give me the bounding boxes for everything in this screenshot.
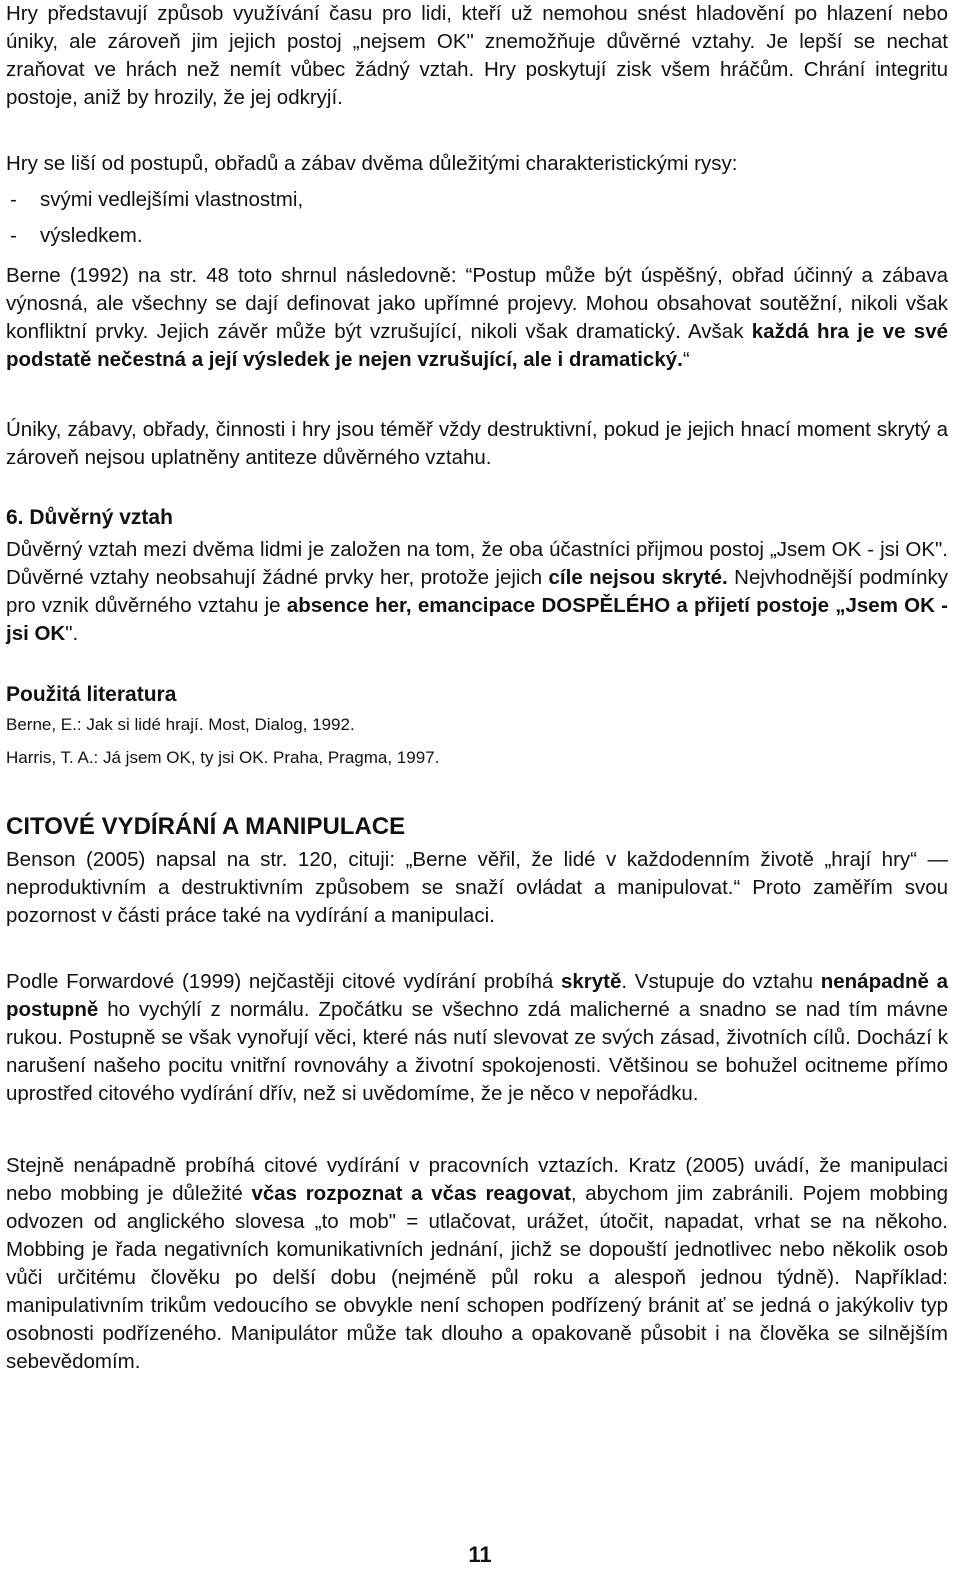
paragraph-games-intro <box>6 0 948 112</box>
list-dash: - <box>10 224 17 247</box>
list-item <box>6 222 948 250</box>
emphasis-text: cíle nejsou skryté. <box>548 566 728 589</box>
paragraph-text: Důvěrný vztah mezi dvěma lidmi je založen na tom, že oba účastníci přijmou postoj „Jsem OK - jsi OK". Důvěrné vztahy neobsahují žádné prvky her, protože jejich <box>6 538 948 589</box>
emphasis-text: včas rozpoznat a včas reagovat <box>251 1182 571 1205</box>
paragraph-text: . Vstupuje do vztahu <box>621 970 821 993</box>
paragraph-text: Berne (1992) na str. 48 toto shrnul následovně: “Postup může být úspěšný, obřad účinný a zábava výnosná, ale všechny se dají definovat jako upřímné projevy. Mohou obsahovat soutěžní, nikoli však konfliktní prvky. Jejich závěr může být vzrušující, nikoli však dramatický. Avšak <box>6 264 948 343</box>
paragraph-text: Hry se liší od postupů, obřadů a zábav dvěma důležitými charakteristickými rysy: <box>6 152 738 175</box>
emphasis-text: absence her, emancipace DOSPĚLÉHO a přijetí postoje „Jsem OK - jsi OK <box>6 594 948 645</box>
reference-item: Berne, E.: Jak si lidé hrají. Most, Dialog, 1992. <box>6 715 355 734</box>
paragraph-text: Stejně nenápadně probíhá citové vydírání v pracovních vztazích. Kratz (2005) uvádí, že manipulaci nebo mobbing je důležité <box>6 1154 948 1205</box>
feature-list <box>6 186 948 250</box>
paragraph-destructive <box>6 416 948 472</box>
paragraph-text: Benson (2005) napsal na str. 120, cituji: „Berne věřil, že lidé v každodenním životě „hrají hry“ — neproduktivním a destruktivním způsobem se snaží ovládat a manipulovat.“ Proto zaměřím svou pozornost v části práce také na vydírání a manipulaci. <box>6 848 948 927</box>
list-item-text: výsledkem. <box>40 224 143 247</box>
list-item <box>6 186 948 214</box>
paragraph-text: , abychom jim zabránili. Pojem mobbing odvozen od anglického slovesa „to mob" = utlačovat, urážet, útočit, napadat, vrhat se na někoho. Mobbing je řada negativních komunikativních jednání, jichž se dopouští jednotlivec nebo několik osob vůči určitému člověku po delší dobu (nejméně půl roku a alespoň jednou týdně). Například: manipulativním trikům vedoucího se obvykle není schopen podřízený bránit ať se jedná o jakýkoliv typ osobnosti podřízeného. Manipulátor může tak dlouho a opakovaně působit i na člověka se silnějším sebevědomím. <box>6 1182 948 1373</box>
paragraph-benson <box>6 846 948 930</box>
chapter-title: CITOVÉ VYDÍRÁNÍ A MANIPULACE <box>6 813 406 840</box>
paragraph-forward <box>6 968 948 1108</box>
reference-list <box>6 714 948 769</box>
paragraph-games-differ <box>6 150 948 178</box>
paragraph-text: Úniky, zábavy, obřady, činnosti i hry jsou téměř vždy destruktivní, pokud je jejich hnací moment skrytý a zároveň nejsou uplatněny antiteze důvěrného vztahu. <box>6 418 948 469</box>
page-number: 11 <box>468 1542 492 1567</box>
paragraph-berne-quote <box>6 262 948 374</box>
paragraph-text: Nejvhodnější podmínky pro vznik důvěrného vztahu je <box>6 566 948 617</box>
paragraph-text: ho vychýlí z normálu. Zpočátku se všechno zdá malicherné a snadno se nad tím mávne rukou. Postupně se však vynořují věci, které nás nutí slevovat ze svých zásad, životních cílů. Dochází k narušení našeho pocitu vnitřní rovnováhy a životní spokojenosti. Většinou se bohužel ocitneme přímo uprostřed citového vydírání dřív, než si uvědomíme, že je něco v nepořádku. <box>6 998 948 1105</box>
list-dash: - <box>10 188 17 211</box>
emphasis-text: každá hra je ve své podstatě nečestná a její výsledek je nejen vzrušující, ale i dramatický. <box>6 320 948 371</box>
section-heading: 6. Důvěrný vztah <box>6 506 173 529</box>
emphasis-text: skrytě <box>561 970 622 993</box>
paragraph-intimate-relationship <box>6 536 948 648</box>
emphasis-text: nenápadně a postupně <box>6 970 949 1021</box>
paragraph-text: Podle Forwardové (1999) nejčastěji citové vydírání probíhá <box>6 970 561 993</box>
literature-heading: Použitá literatura <box>6 683 177 706</box>
paragraph-mobbing <box>6 1152 948 1376</box>
list-item-text: svými vedlejšími vlastnostmi, <box>40 188 304 211</box>
closing-quote: “ <box>682 348 690 371</box>
paragraph-text: ". <box>65 622 79 645</box>
paragraph-text: Hry představují způsob využívání času pro lidi, kteří už nemohou snést hladovění po hlazení nebo úniky, ale zároveň jim jejich postoj „nejsem OK" znemožňuje důvěrné vztahy. Je lepší se nechat zraňovat ve hrách než nemít vůbec žádný vztah. Hry poskytují zisk všem hráčům. Chrání integritu postoje, aniž by hrozily, že jej odkryjí. <box>6 2 948 109</box>
reference-item: Harris, T. A.: Já jsem OK, ty jsi OK. Praha, Pragma, 1997. <box>6 748 440 767</box>
